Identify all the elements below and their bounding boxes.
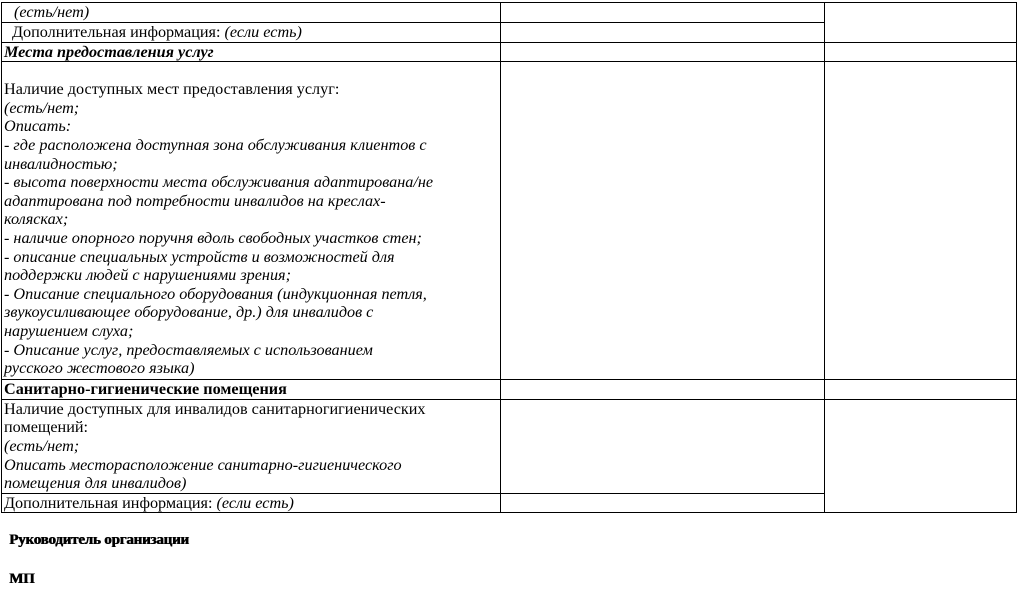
additional-info-1-hint: (если есть) <box>224 23 302 41</box>
cell-sanitary-note[interactable] <box>825 399 1017 513</box>
sanitary-label-line-1: Наличие доступных для инвалидов санитарногигиенических <box>4 399 426 418</box>
cell-availability-value[interactable] <box>501 3 825 23</box>
table-row-places <box>2 62 1017 380</box>
table-row-availability <box>2 3 1017 23</box>
places-line-14: - Описание услуг, предоставляемых с использованием <box>4 340 373 359</box>
places-line-12: звукоусиливающее оборудование, др.) для инвалидов с <box>4 303 374 322</box>
sanitary-line-1: (есть/нет; <box>4 436 80 455</box>
cell-sanitary-value[interactable] <box>501 399 825 493</box>
places-line-2: Описать: <box>4 117 72 136</box>
table-row-section-sanitary <box>2 380 1017 400</box>
places-line-3: - где расположена доступная зона обслуживания клиентов с <box>4 135 427 154</box>
stamp-label: МП <box>9 571 35 587</box>
cell-availability-note[interactable] <box>825 3 1017 43</box>
organization-head-label: Руководитель организации <box>9 532 189 548</box>
cell-sanitary-description <box>2 399 501 493</box>
sanitary-line-3: помещения для инвалидов) <box>4 474 187 493</box>
cell-places-note[interactable] <box>825 62 1017 380</box>
places-line-1: (есть/нет; <box>4 98 80 117</box>
cell-additional-info-1-label <box>2 23 501 43</box>
places-line-6: адаптирована под потребности инвалидов на креслах- <box>4 191 386 210</box>
cell-section-sanitary-title <box>2 380 501 400</box>
cell-places-description <box>2 62 501 380</box>
places-line-15: русского жестового языка) <box>4 359 195 378</box>
cell-additional-info-1-value[interactable] <box>501 23 825 43</box>
cell-places-value[interactable] <box>501 62 825 380</box>
cell-additional-info-2-value[interactable] <box>501 493 825 513</box>
table-row-sanitary <box>2 399 1017 493</box>
places-line-7: колясках; <box>4 210 69 229</box>
places-line-5: - высота поверхности места обслуживания адаптирована/не <box>4 173 434 192</box>
section-sanitary-title: Санитарно-гигиенические помещения <box>4 380 287 399</box>
places-label: Наличие доступных мест предоставления услуг: <box>4 80 340 99</box>
places-line-4: инвалидностью; <box>4 154 118 173</box>
section-places-title: Места предоставления услуг <box>4 42 214 61</box>
places-line-11: - Описание специального оборудования (индукционная петля, <box>4 284 427 303</box>
sanitary-line-2: Описать месторасположение санитарно-гигиенического <box>4 455 402 474</box>
additional-info-1-label: Дополнительная информация: <box>12 23 225 41</box>
cell-availability-label <box>2 3 501 23</box>
cell-section-sanitary-empty-2 <box>501 380 825 400</box>
sanitary-label-line-2: помещений: <box>4 418 89 437</box>
places-line-9: - описание специальных устройств и возможностей для <box>4 247 395 266</box>
places-line-13: нарушением слуха; <box>4 321 134 340</box>
places-line-10: поддержки людей с нарушениями зрения; <box>4 266 291 285</box>
cell-section-sanitary-empty-3 <box>825 380 1017 400</box>
cell-additional-info-2-label <box>2 493 501 513</box>
cell-section-places-empty-2 <box>501 42 825 62</box>
additional-info-2-label: Дополнительная информация: <box>4 493 217 512</box>
availability-hint: (есть/нет) <box>14 3 90 21</box>
additional-info-2-hint: (если есть) <box>216 493 294 512</box>
cell-section-places-title <box>2 42 501 62</box>
places-line-8: - наличие опорного поручня вдоль свободных участков стен; <box>4 228 422 247</box>
cell-section-places-empty-3 <box>825 42 1017 62</box>
table-row-section-places <box>2 42 1017 62</box>
accessibility-form-table <box>1 2 1017 513</box>
